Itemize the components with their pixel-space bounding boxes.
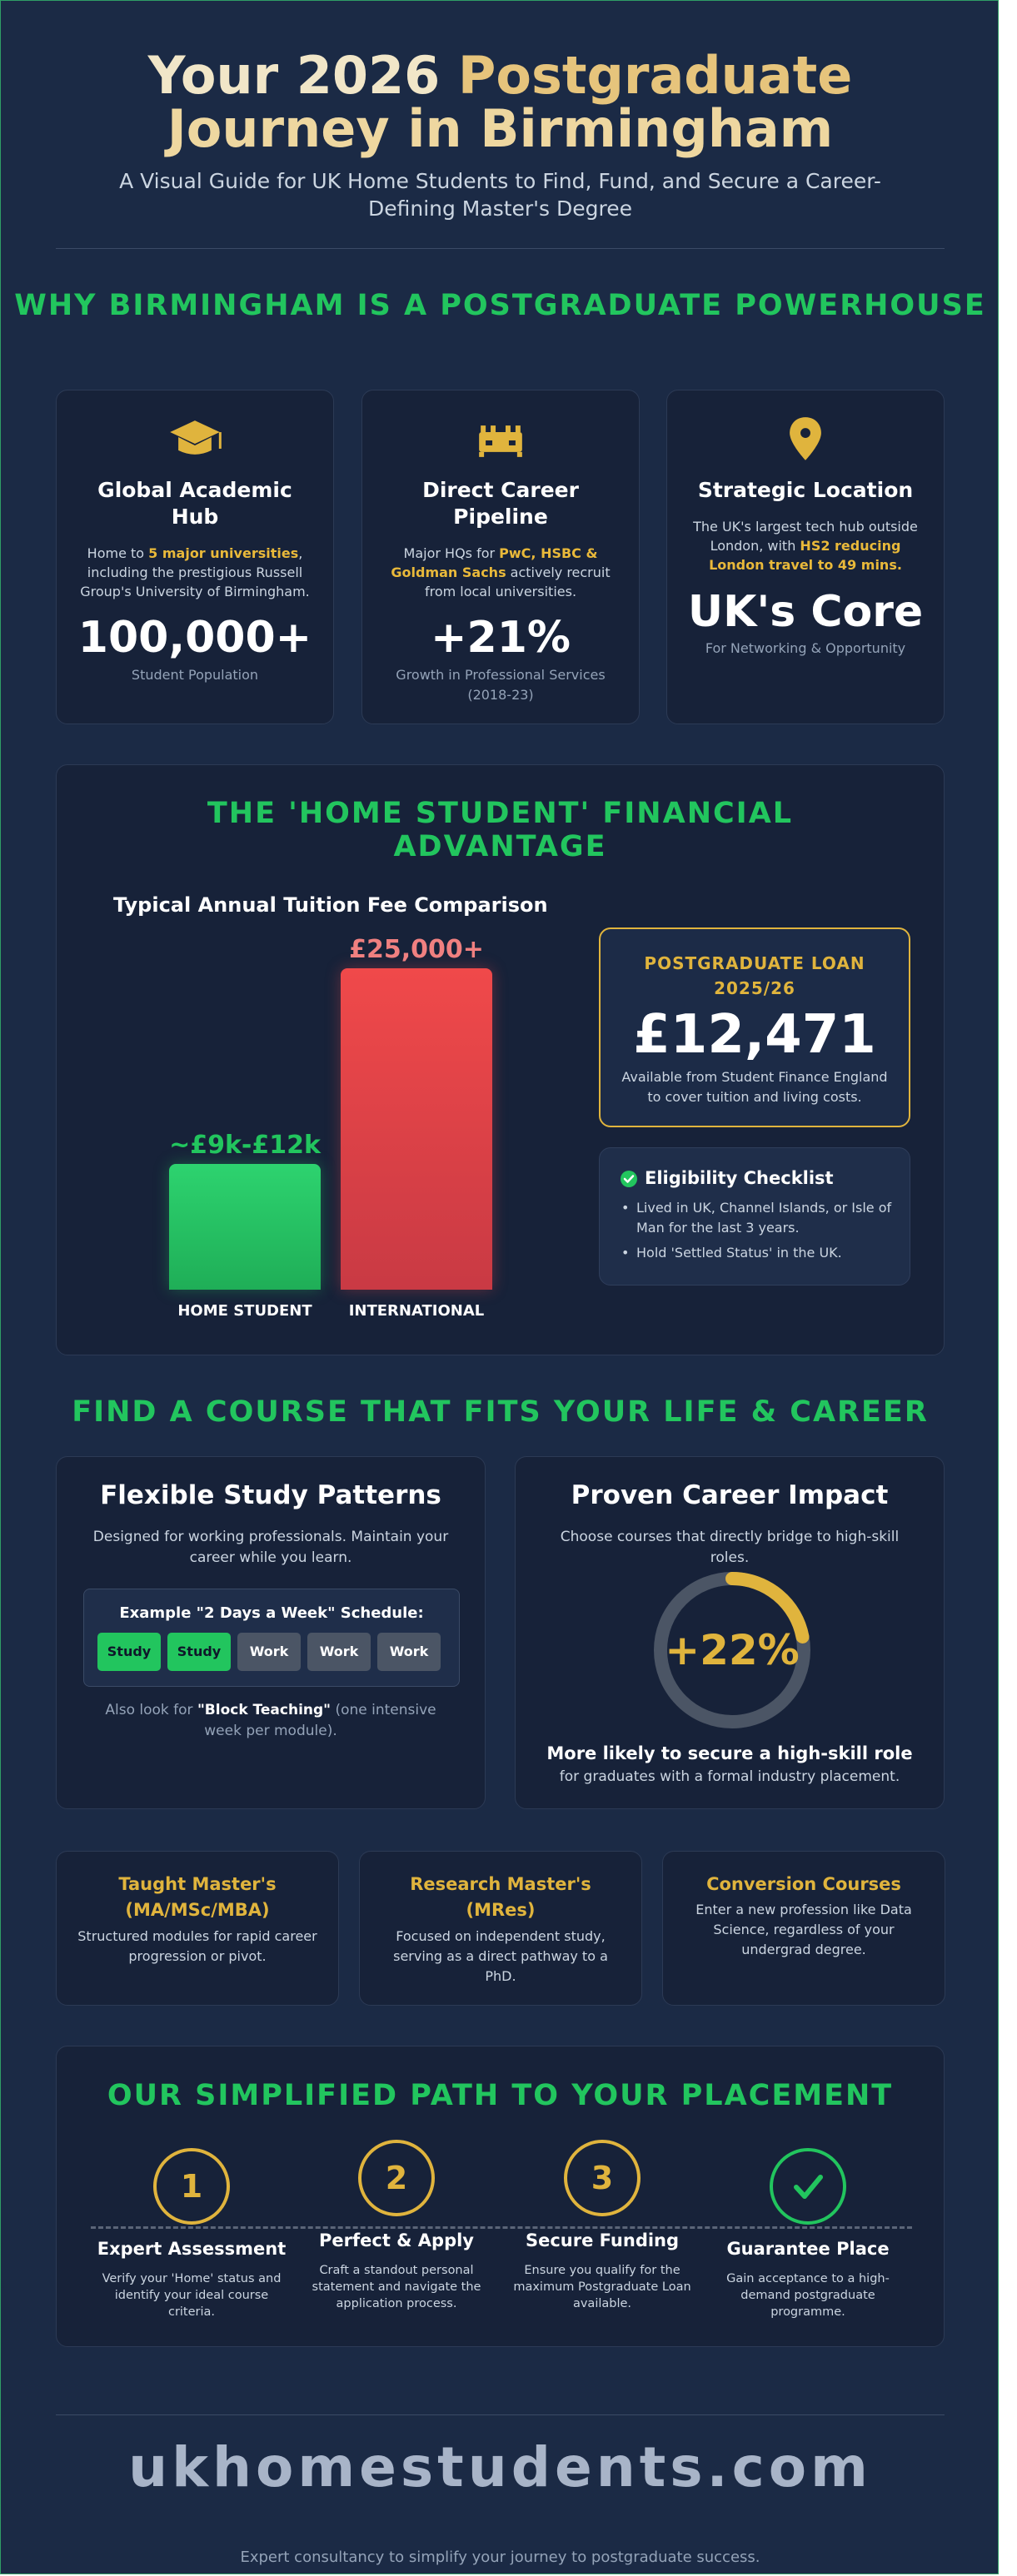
eligibility-item: • Hold 'Settled Status' in the UK.: [618, 1243, 895, 1263]
step-desc: Verify your 'Home' status and identify your ideal course criteria.: [102, 2272, 282, 2319]
course-type-title: Research Master's (MRes): [410, 1874, 591, 1920]
step-number-3: 3: [564, 2140, 641, 2216]
course-type-conversion: [662, 1851, 945, 2006]
chart-title: Typical Annual Tuition Fee Comparison: [113, 893, 548, 917]
bar-international-value-label: £25,000+: [349, 935, 484, 964]
loan-amount: £12,471: [633, 1004, 876, 1066]
schedule-day-study: Study: [167, 1633, 231, 1671]
step-title: Expert Assessment: [97, 2239, 287, 2259]
why-card-desc: Home to 5 major universities, including the prestigious Russell Group's University of Birmingham.: [80, 545, 310, 599]
eligibility-item: • Lived in UK, Channel Islands, or Isle of Man for the last 3 years.: [618, 1198, 895, 1238]
flexible-study-card: [56, 1456, 486, 1809]
schedule-day-work: Work: [307, 1633, 371, 1671]
title-line1-a: Your 2026: [147, 45, 458, 106]
career-impact-title: Proven Career Impact: [571, 1480, 889, 1510]
eligibility-title: Eligibility Checklist: [645, 1168, 834, 1188]
step-final-check: [770, 2148, 846, 2225]
step-title: Guarantee Place: [726, 2239, 890, 2259]
bar-home-student: [169, 1164, 321, 1290]
bar-international: [341, 968, 492, 1290]
footer-divider: [56, 2414, 945, 2415]
step-number-1: 1: [153, 2148, 230, 2225]
step-desc: Craft a standout personal statement and navigate the application process.: [312, 2264, 481, 2310]
footer-tagline: Expert consultancy to simplify your journey to postgraduate success.: [240, 2549, 760, 2566]
why-card-stat: +21%: [430, 613, 571, 663]
flexible-study-desc: Designed for working professionals. Maintain your career while you learn.: [92, 1529, 449, 1566]
course-type-title: Taught Master's (MA/MSc/MBA): [118, 1874, 277, 1920]
eligibility-list: [618, 1198, 895, 1268]
why-card-stat: 100,000+: [77, 613, 312, 663]
eligibility-card: [599, 1147, 910, 1286]
header-divider: [56, 248, 945, 249]
schedule-title: Example "2 Days a Week" Schedule:: [119, 1604, 424, 1622]
step-desc: Ensure you qualify for the maximum Postgraduate Loan available.: [513, 2264, 691, 2310]
why-card-stat: UK's Core: [687, 587, 924, 637]
career-impact-desc: Choose courses that directly bridge to high-skill roles.: [560, 1529, 900, 1566]
impact-statement: More likely to secure a high-skill role: [546, 1743, 913, 1763]
why-card-desc: The UK's largest tech hub outside London, with HS2 reducing London travel to 49 mins.: [693, 519, 918, 573]
office-building-icon: [362, 415, 639, 462]
path-dashed-line: [91, 2226, 912, 2229]
course-type-desc: Enter a new profession like Data Science, regardless of your undergrad degree.: [695, 1902, 912, 1957]
block-teaching-note: Also look for "Block Teaching" (one intensive week per module).: [105, 1702, 436, 1739]
step-desc: Gain acceptance to a high-demand postgraduate programme.: [726, 2272, 890, 2319]
why-card-stat-label: Student Population: [131, 667, 259, 683]
bar-home-category-label: HOME STUDENT: [177, 1302, 312, 1320]
check-circle-icon: [620, 1170, 638, 1188]
path-section-title: OUR SIMPLIFIED PATH TO YOUR PLACEMENT: [107, 2079, 894, 2112]
course-type-research: [359, 1851, 642, 2006]
course-section-title: FIND A COURSE THAT FITS YOUR LIFE & CAREER: [72, 1395, 929, 1429]
course-type-taught: [56, 1851, 339, 2006]
why-card-stat-label: For Networking & Opportunity: [705, 640, 906, 656]
schedule-day-study: Study: [97, 1633, 161, 1671]
schedule-day-work: Work: [377, 1633, 441, 1671]
title-line1-b: Postgraduate: [457, 45, 853, 106]
step-title: Secure Funding: [525, 2230, 680, 2250]
why-card-desc: Major HQs for PwC, HSBC & Goldman Sachs actively recruit from local universities.: [391, 545, 611, 599]
course-type-title: Conversion Courses: [706, 1874, 901, 1894]
page-title: [1, 45, 1000, 159]
title-line2: Journey in Birmingham: [167, 98, 834, 159]
impact-value: +22%: [665, 1626, 800, 1674]
graduation-cap-icon: [57, 415, 333, 462]
bar-international-category-label: INTERNATIONAL: [348, 1302, 485, 1320]
why-section-title: WHY BIRMINGHAM IS A POSTGRADUATE POWERHOUSE: [14, 289, 986, 322]
flexible-study-title: Flexible Study Patterns: [100, 1480, 441, 1510]
step-title: Perfect & Apply: [319, 2230, 474, 2250]
why-card-career: [361, 390, 640, 724]
why-card-stat-label: Growth in Professional Services (2018-23): [396, 667, 606, 703]
financial-section-title: THE 'HOME STUDENT' FINANCIAL ADVANTAGE: [207, 797, 794, 863]
why-card-title: Strategic Location: [697, 478, 914, 502]
checkmark-icon: [773, 2151, 843, 2221]
map-pin-icon: [667, 415, 944, 462]
bar-home-value-label: ~£9k-£12k: [169, 1131, 321, 1160]
course-type-desc: Focused on independent study, serving as a direct pathway to a PhD.: [393, 1928, 608, 1984]
why-card-title: Global Academic Hub: [97, 478, 292, 529]
why-card-location: [666, 390, 945, 724]
career-impact-card: [515, 1456, 945, 1809]
page-subtitle: A Visual Guide for UK Home Students to Find, Fund, and Secure a Career-Defining Master's Degree: [119, 169, 881, 221]
loan-desc: Available from Student Finance England to cover tuition and living costs.: [621, 1069, 888, 1105]
why-card-academic: [56, 390, 334, 724]
loan-label: POSTGRADUATE LOAN 2025/26: [644, 953, 865, 998]
why-card-title: Direct Career Pipeline: [422, 478, 579, 529]
schedule-example: [83, 1589, 460, 1687]
postgraduate-loan-card: [599, 927, 910, 1127]
course-type-desc: Structured modules for rapid career progression or pivot.: [77, 1928, 317, 1964]
step-number-2: 2: [358, 2140, 435, 2216]
impact-substatement: for graduates with a formal industry placement.: [559, 1768, 900, 1785]
schedule-day-work: Work: [237, 1633, 301, 1671]
footer-site-name[interactable]: ukhomestudents.com: [128, 2435, 872, 2499]
